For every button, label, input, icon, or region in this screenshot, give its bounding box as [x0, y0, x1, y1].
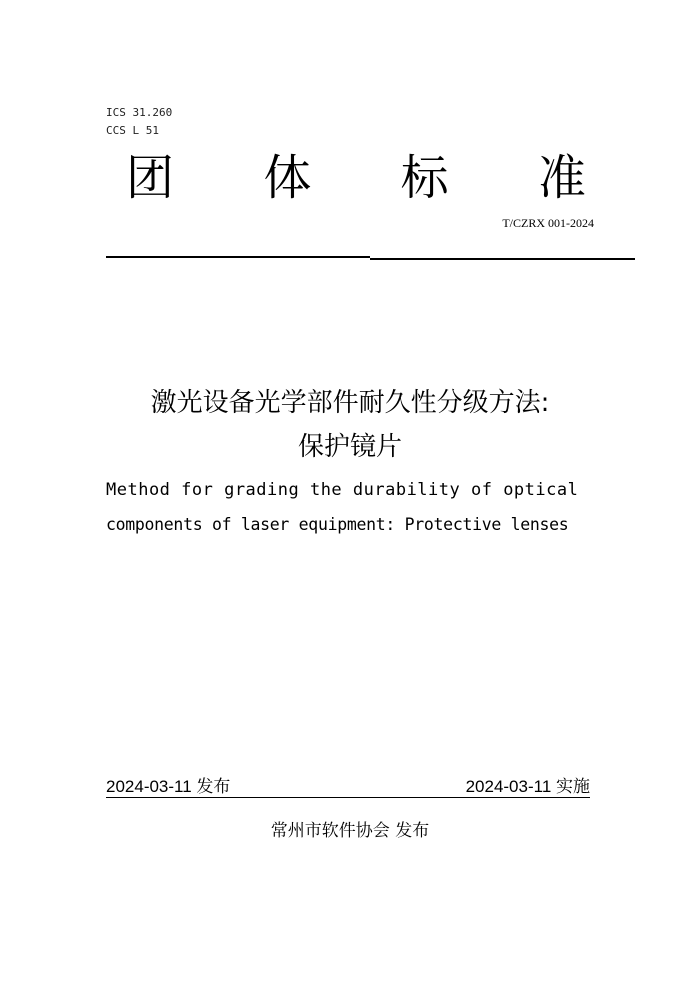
- implementation-date: 2024-03-11 实施: [465, 777, 590, 796]
- publisher: 常州市软件协会 发布: [270, 821, 430, 841]
- release-date: 2024-03-11 发布: [106, 777, 231, 796]
- title-english-line-2: components of laser equipment: Protective lenses: [106, 515, 569, 534]
- title-english-line-1: Method for grading the durability of optical: [106, 480, 579, 500]
- header-divider-right: [370, 258, 635, 260]
- header-divider-left: [106, 256, 370, 258]
- title-chinese-line-1: 激光设备光学部件耐久性分级方法:: [150, 388, 550, 418]
- date-underline: [106, 797, 590, 798]
- standard-number: T/CZRX 001-2024: [502, 216, 594, 230]
- ccs-code: CCS L 51: [106, 124, 159, 137]
- standard-type-char-3: 标: [400, 150, 449, 206]
- standard-type-char-2: 体: [263, 150, 312, 206]
- standard-type-char-4: 准: [537, 150, 586, 206]
- standard-type-char-1: 团: [126, 150, 175, 206]
- standard-type-title: [126, 148, 586, 208]
- ics-code: ICS 31.260: [106, 106, 173, 119]
- title-chinese-line-2: 保护镜片: [297, 432, 402, 462]
